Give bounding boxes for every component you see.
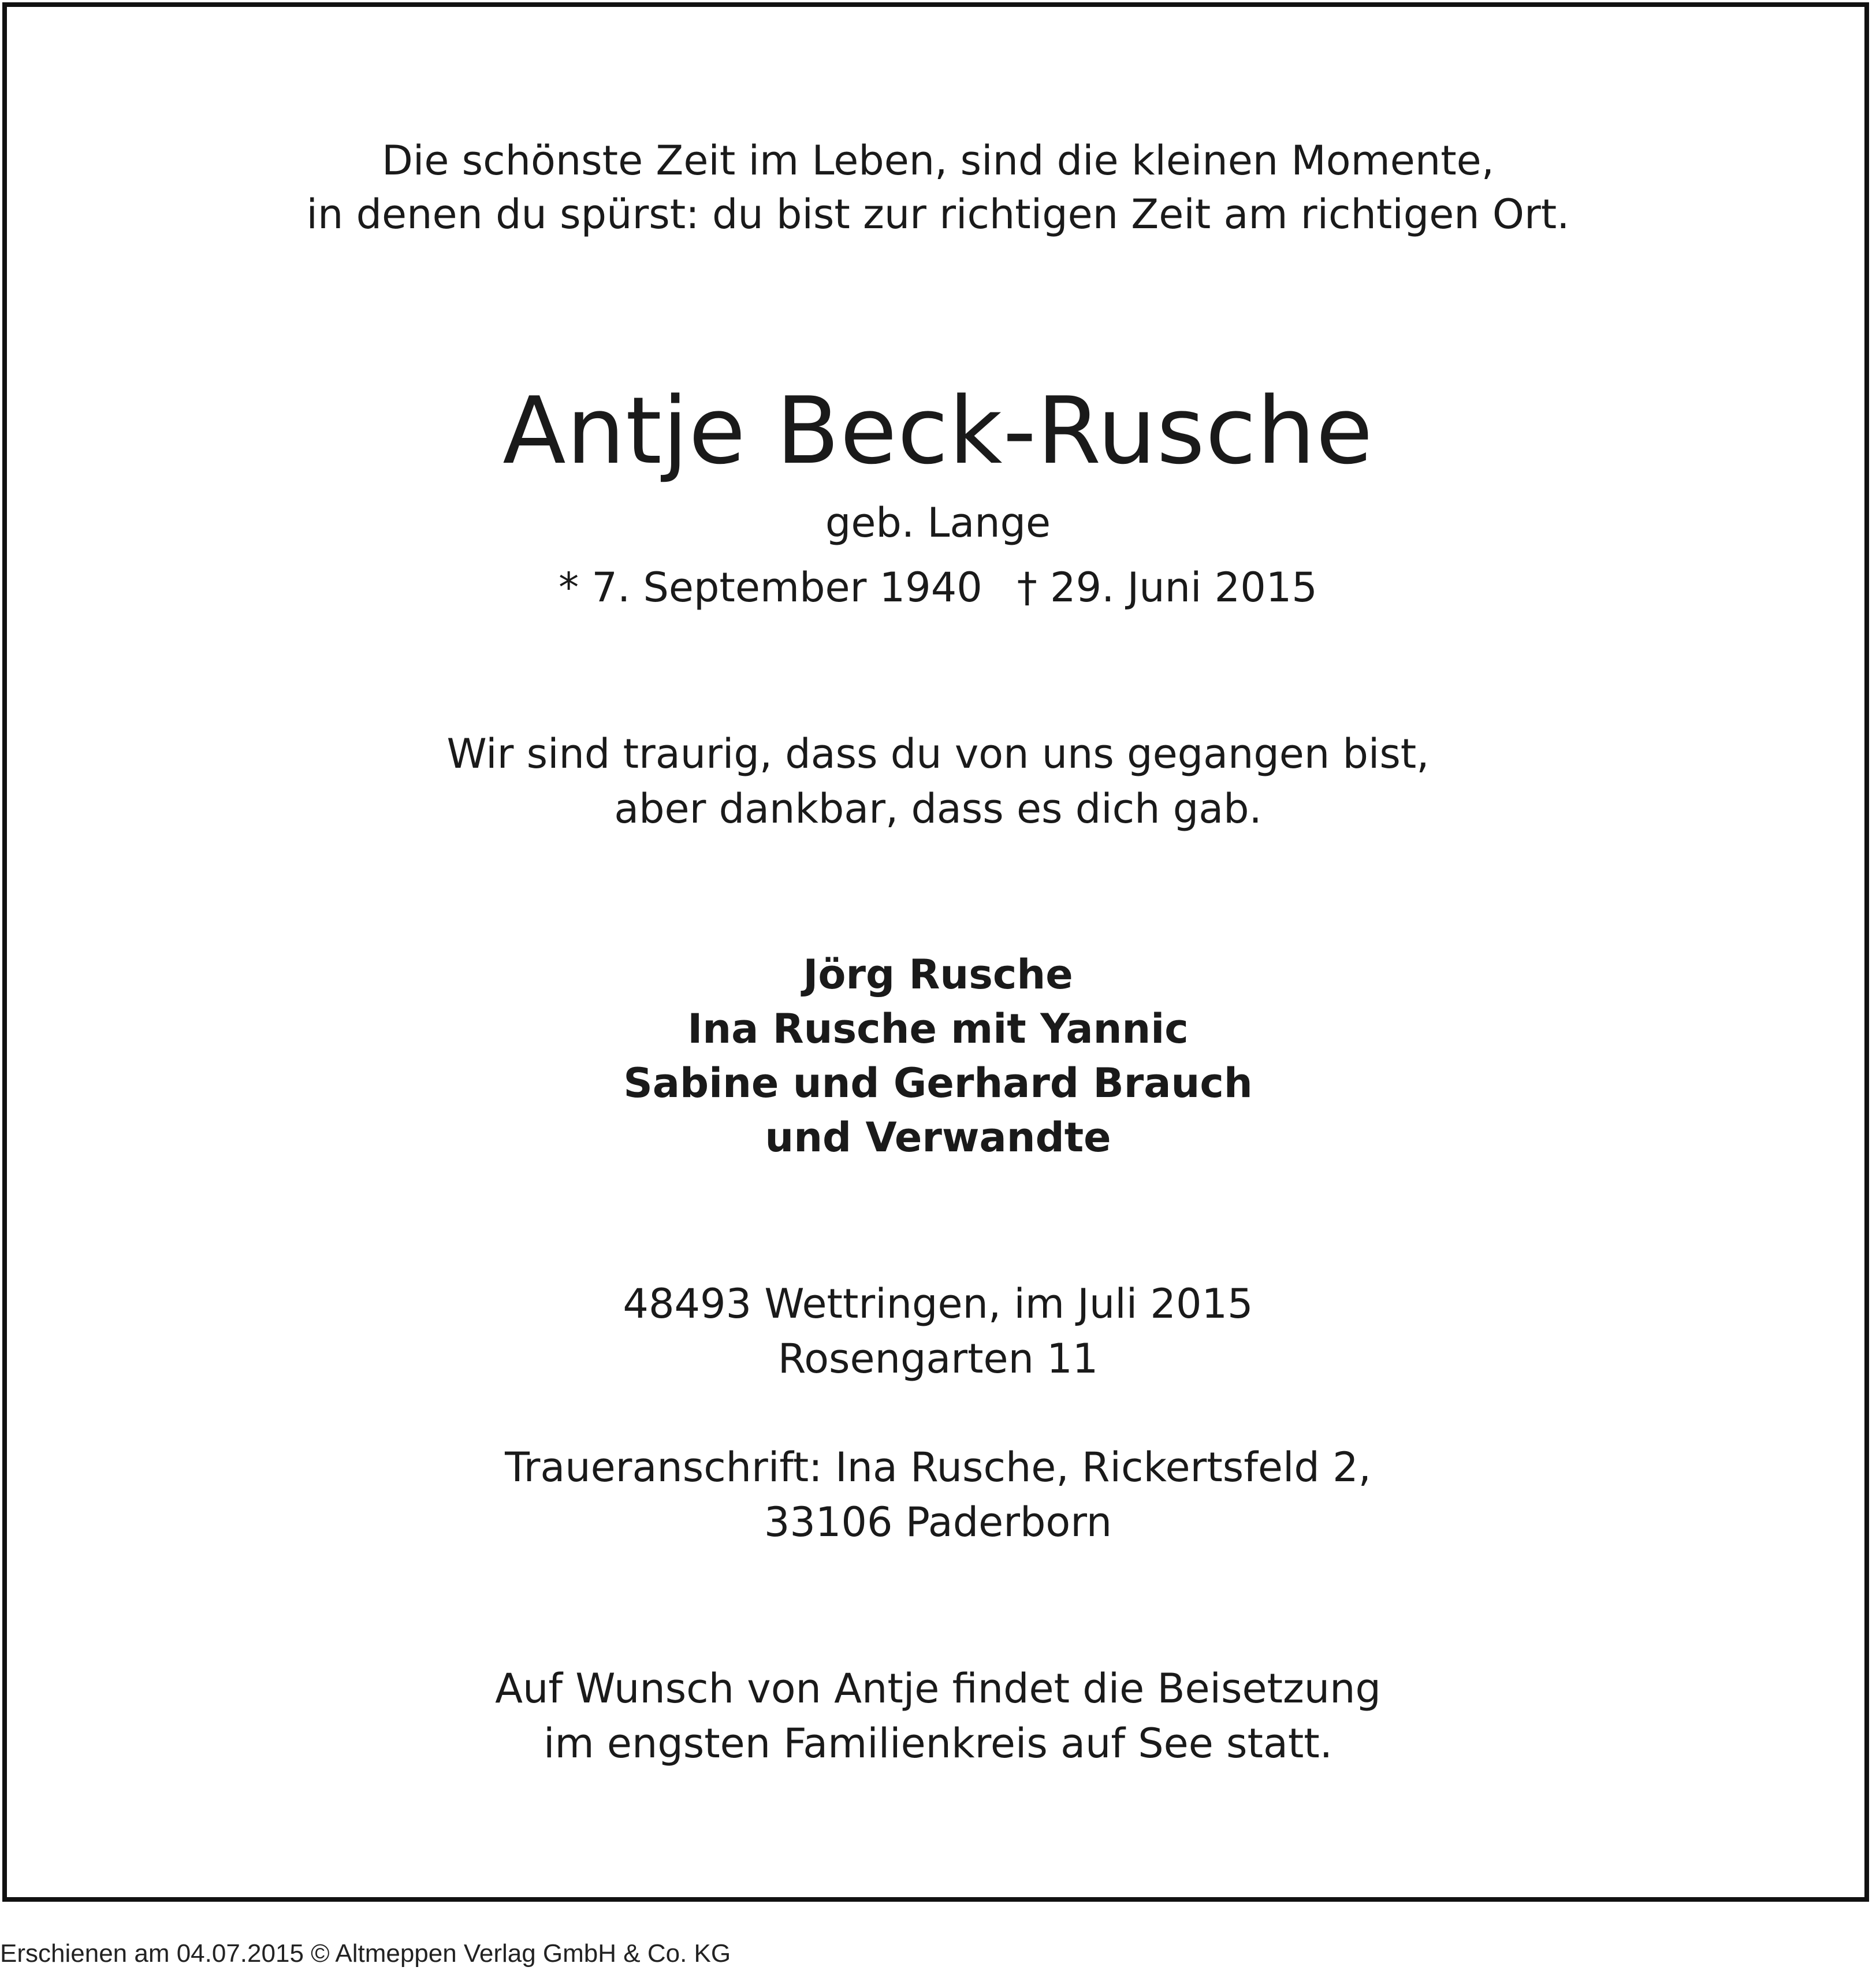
deceased-name: Antje Beck-Rusche	[502, 377, 1374, 485]
life-dates	[0, 564, 1876, 611]
publication-footer: Erschienen am 04.07.2015 © Altmeppen Verlag GmbH & Co. KG	[0, 1939, 731, 1968]
condolence-line-1: Wir sind traurig, dass du von uns gegangen bist,	[446, 730, 1430, 778]
death-date: † 29. Juni 2015	[1017, 564, 1317, 611]
address-line-1: 48493 Wettringen, im Juli 2015	[623, 1280, 1253, 1328]
quote-line-2: in denen du spürst: du bist zur richtigen Zeit am richtigen Ort.	[306, 191, 1570, 238]
mourner-name: und Verwandte	[765, 1114, 1111, 1161]
burial-note-line-1: Auf Wunsch von Antje findet die Beisetzung	[495, 1665, 1381, 1712]
quote-line-1: Die schönste Zeit im Leben, sind die kleinen Momente,	[382, 137, 1494, 184]
birth-date: * 7. September 1940	[559, 564, 982, 611]
condolence-line-2: aber dankbar, dass es dich gab.	[614, 785, 1262, 832]
mourner-name: Jörg Rusche	[803, 951, 1073, 998]
burial-note-line-2: im engsten Familienkreis auf See statt.	[544, 1720, 1332, 1767]
maiden-name: geb. Lange	[825, 499, 1051, 546]
mourning-address-line-2: 33106 Paderborn	[764, 1499, 1112, 1546]
mourner-name: Sabine und Gerhard Brauch	[623, 1059, 1253, 1107]
mourning-address-line-1: Traueranschrift: Ina Rusche, Rickertsfeld 2,	[505, 1444, 1371, 1491]
mourner-name: Ina Rusche mit Yannic	[687, 1005, 1189, 1053]
address-line-2: Rosengarten 11	[777, 1335, 1099, 1382]
